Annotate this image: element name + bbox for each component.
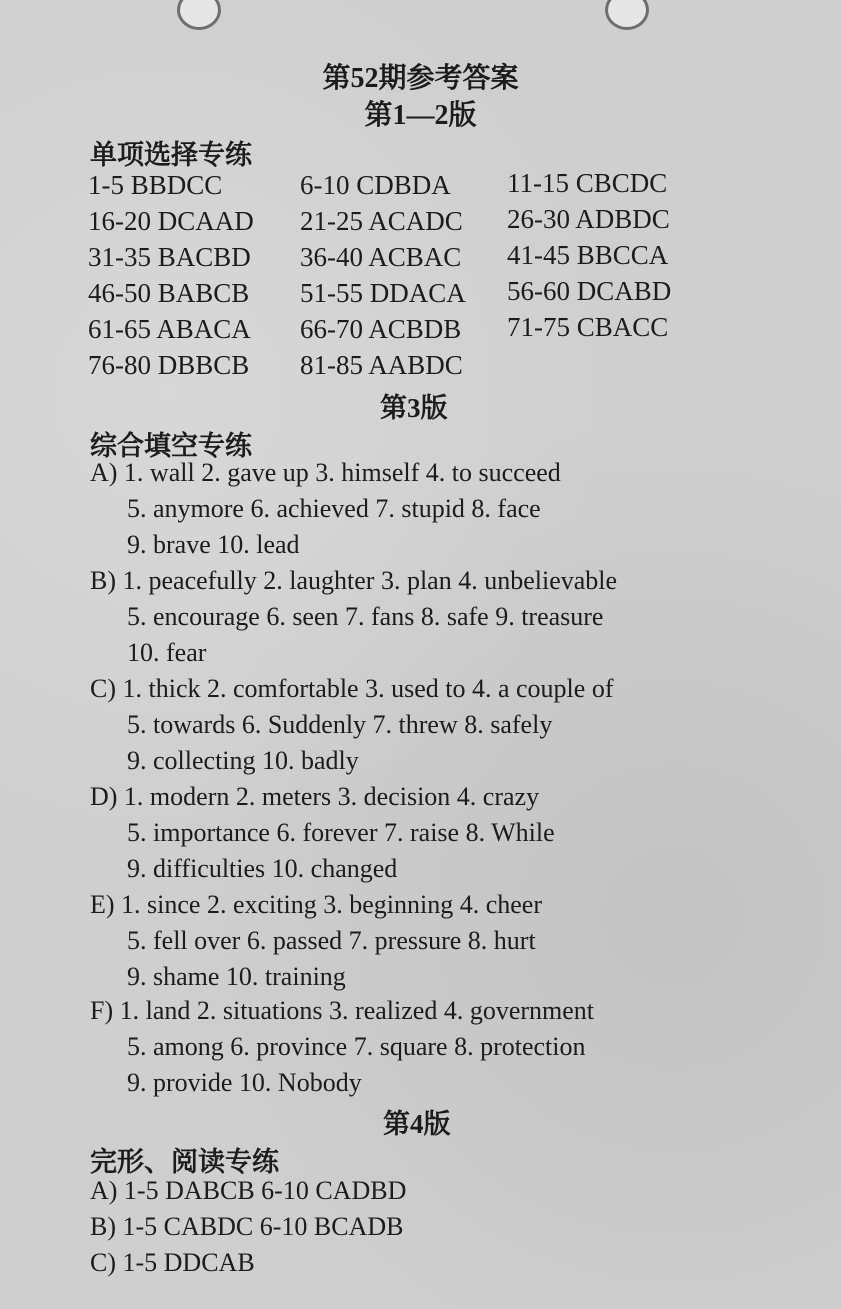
answer-line: 9. provide 10. Nobody	[127, 1068, 362, 1097]
answer-cell: 11-15 CBCDC	[507, 168, 668, 198]
answer-line: 5. importance 6. forever 7. raise 8. While	[127, 818, 555, 847]
answer-line: 9. collecting 10. badly	[127, 746, 359, 775]
answer-line: E) 1. since 2. exciting 3. beginning 4. cheer	[90, 890, 542, 919]
answer-line: D) 1. modern 2. meters 3. decision 4. crazy	[90, 782, 540, 811]
binder-hole-left	[177, 0, 221, 30]
answer-line: 9. shame 10. training	[127, 962, 346, 991]
section-label-v4: 第4版	[383, 1109, 451, 1139]
answer-line: A) 1. wall 2. gave up 3. himself 4. to succeed	[90, 458, 561, 487]
section-label-v3: 第3版	[380, 393, 448, 423]
answer-cell: 31-35 BACBD	[88, 242, 251, 272]
answer-line: 5. towards 6. Suddenly 7. threw 8. safely	[127, 710, 553, 739]
answer-cell: 71-75 CBACC	[507, 312, 669, 342]
answer-cell: 6-10 CDBDA	[300, 170, 451, 200]
answer-line: B) 1. peacefully 2. laughter 3. plan 4. unbelievable	[90, 566, 618, 595]
answer-cell: 21-25 ACADC	[300, 206, 463, 236]
section-label-v12: 第1—2版	[364, 100, 477, 131]
answer-line: 10. fear	[127, 638, 207, 667]
answer-cell: 56-60 DCABD	[507, 276, 672, 306]
answer-cell: 76-80 DBBCB	[88, 350, 250, 380]
answer-line: 9. brave 10. lead	[127, 530, 300, 559]
answer-cell: 36-40 ACBAC	[300, 242, 462, 272]
answer-cell: 16-20 DCAAD	[88, 206, 254, 236]
answer-cell: 46-50 BABCB	[88, 278, 250, 308]
heading-cloze-reading: 完形、阅读专练	[90, 1147, 279, 1177]
answer-cell: 1-5 BBDCC	[88, 170, 223, 200]
answer-cell: 41-45 BBCCA	[507, 240, 669, 270]
answer-line: 5. among 6. province 7. square 8. protection	[127, 1032, 586, 1061]
answer-line: 5. encourage 6. seen 7. fans 8. safe 9. treasure	[127, 602, 604, 631]
answer-line: 5. anymore 6. achieved 7. stupid 8. face	[127, 494, 541, 523]
answer-line: C) 1. thick 2. comfortable 3. used to 4. a couple of	[90, 674, 614, 703]
answer-line: B) 1-5 CABDC 6-10 BCADB	[90, 1212, 404, 1241]
answer-cell: 66-70 ACBDB	[300, 314, 462, 344]
answer-line: C) 1-5 DDCAB	[90, 1248, 255, 1277]
answer-cell: 51-55 DDACA	[300, 278, 466, 308]
answer-line: 9. difficulties 10. changed	[127, 854, 398, 883]
heading-single-choice: 单项选择专练	[90, 140, 252, 170]
binder-hole-right	[605, 0, 649, 30]
answer-line: F) 1. land 2. situations 3. realized 4. government	[90, 996, 595, 1025]
answer-line: 5. fell over 6. passed 7. pressure 8. hurt	[127, 926, 536, 955]
answer-cell: 26-30 ADBDC	[507, 204, 670, 234]
heading-cloze: 综合填空专练	[90, 431, 252, 461]
answer-cell: 61-65 ABACA	[88, 314, 251, 344]
page-title: 第52期参考答案	[322, 63, 519, 94]
answer-line: A) 1-5 DABCB 6-10 CADBD	[90, 1176, 407, 1205]
answer-cell: 81-85 AABDC	[300, 350, 463, 380]
